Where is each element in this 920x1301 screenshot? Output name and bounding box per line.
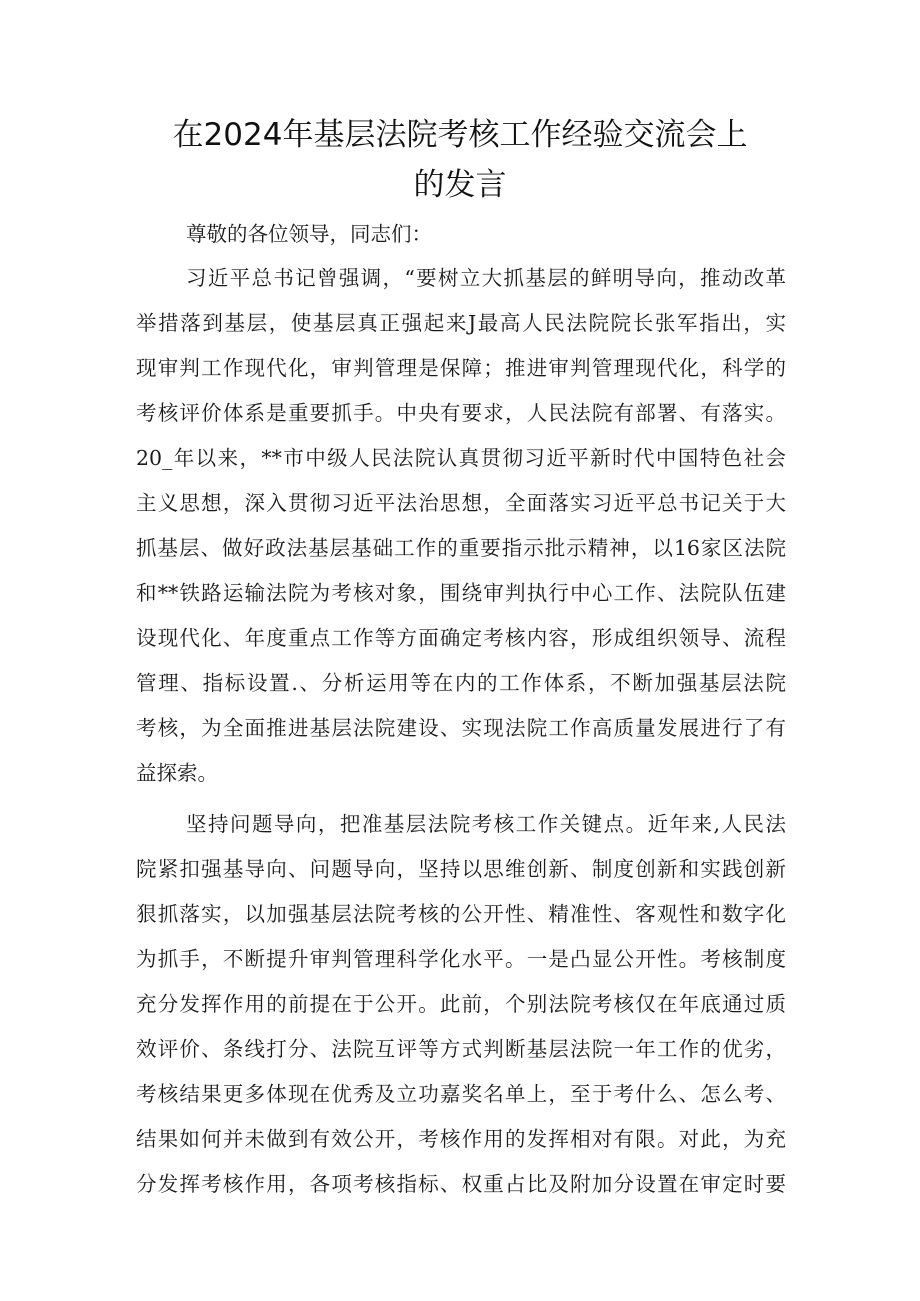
paragraph-1-line: 考核，为全面推进基层法院建设、实现法院工作高质量发展进行了有: [136, 716, 786, 740]
paragraph-2-line: 考核结果更多体现在优秀及立功嘉奖名单上，至于考什么、怎么考、: [136, 1082, 786, 1106]
paragraph-1-line: 和**铁路运输法院为考核对象，围绕审判执行中心工作、法院队伍建: [136, 581, 786, 605]
paragraph-1-line: 设现代化、年度重点工作等方面确定考核内容，形成组织领导、流程: [136, 626, 786, 650]
greeting: 尊敬的各位领导，同志们：: [186, 222, 432, 246]
paragraph-1-line: 现审判工作现代化，审判管理是保障；推进审判管理现代化，科学的: [136, 356, 786, 380]
paragraph-2-line: 充分发挥作用的前提在于公开。此前，个别法院考核仅在年底通过质: [136, 992, 786, 1016]
paragraph-1-line: 抓基层、做好政法基层基础工作的重要指示批示精神，以16家区法院: [136, 536, 786, 560]
paragraph-1-line: 举措落到基层，使基层真正强起来J最高人民法院院长张军指出，实: [136, 311, 786, 335]
paragraph-1-line: 20_年以来，**市中级人民法院认真贯彻习近平新时代中国特色社会: [136, 446, 786, 470]
paragraph-2-line: 狠抓落实，以加强基层法院考核的公开性、精准性、客观性和数字化: [136, 902, 786, 926]
paragraph-1-line: 管理、指标设置.、分析运用等在内的工作体系，不断加强基层法院: [136, 671, 786, 695]
paragraph-1-line: 主义思想，深入贯彻习近平法治思想，全面落实习近平总书记关于大: [136, 491, 786, 515]
paragraph-2-line: 院紧扣强基导向、问题导向，坚持以思维创新、制度创新和实践创新: [136, 857, 786, 881]
paragraph-1-line: 益探索。: [136, 761, 218, 785]
document-title-line-2: 的发言: [413, 167, 507, 203]
paragraph-1-line: 习近平总书记曾强调，“要树立大抓基层的鲜明导向，推动改革: [186, 266, 786, 290]
paragraph-2-line: 效评价、条线打分、法院互评等方式判断基层法院一年工作的优劣，: [136, 1037, 786, 1061]
paragraph-1-line: 考核评价体系是重要抓手。中央有要求，人民法院有部署、有落实。: [136, 401, 786, 425]
paragraph-2-line: 为抓手，不断提升审判管理科学化水平。一是凸显公开性。考核制度: [136, 947, 786, 971]
paragraph-2-line: 分发挥考核作用，各项考核指标、权重占比及附加分设置在审定时要: [136, 1172, 786, 1196]
paragraph-2-line: 结果如何并未做到有效公开，考核作用的发挥相对有限。对此，为充: [136, 1127, 786, 1151]
paragraph-2-line: 坚持问题导向，把准基层法院考核工作关键点。近年来,人民法: [186, 812, 786, 836]
document-title-line-1: 在2024年基层法院考核工作经验交流会上: [172, 117, 748, 153]
